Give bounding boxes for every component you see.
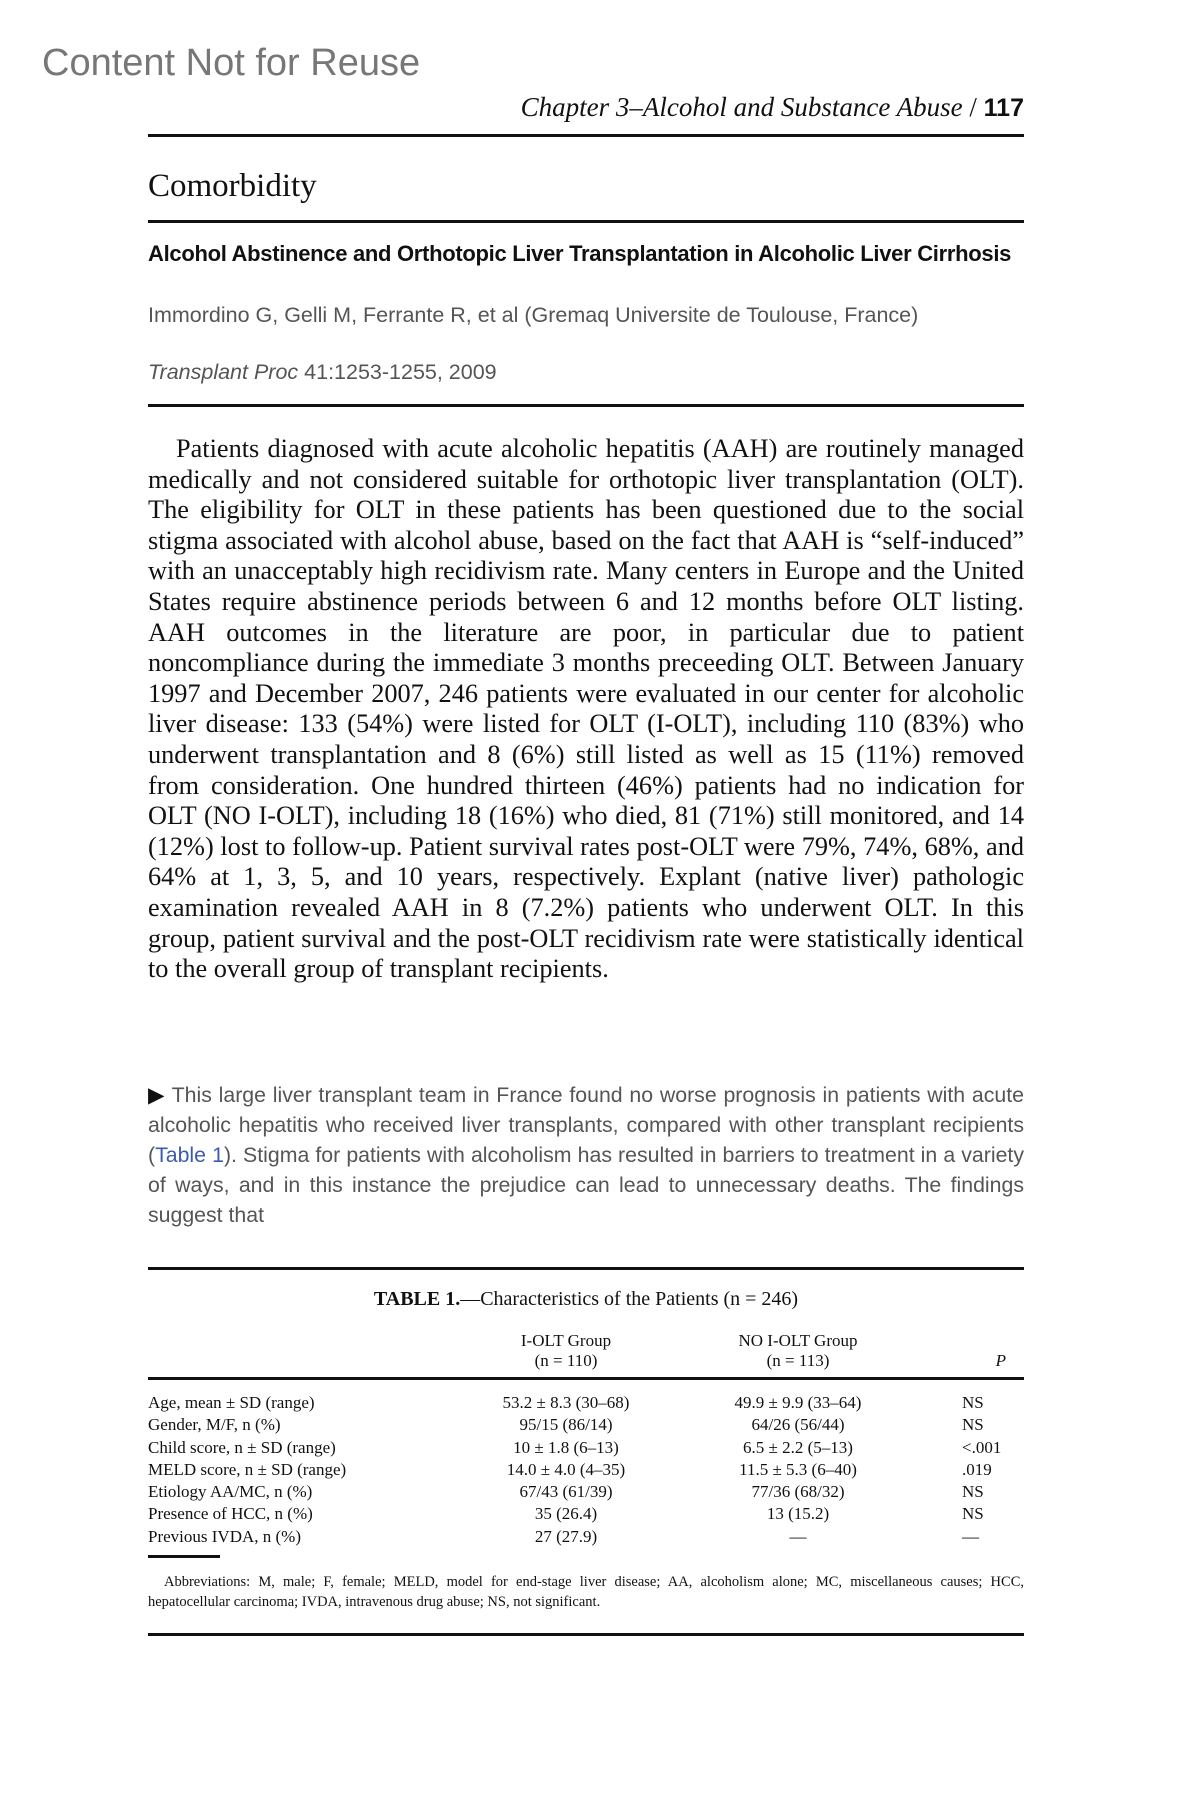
editor-comment: [148, 1080, 1024, 1230]
no-iolt-value: 13 (15.2): [766, 1504, 830, 1524]
column-header-no-iolt: NO I-OLT Group (n = 113): [738, 1331, 858, 1370]
table-top-rule: [148, 1267, 1024, 1270]
no-iolt-value: —: [789, 1526, 807, 1546]
comment-text-cont: ). Stigma for patients with alcoholism has resulted in barriers to treatment in a variety of ways, and in this instance the prejudice can lead to unnecessary deaths. The findings suggest that: [148, 1143, 1024, 1227]
divider: [148, 134, 1024, 137]
iolt-value: 14.0 ± 4.0 (4–35): [506, 1459, 626, 1479]
iolt-value: 10 ± 1.8 (6–13): [513, 1437, 619, 1457]
iolt-value: 27 (27.9): [534, 1526, 598, 1546]
page-number: 117: [983, 94, 1024, 122]
table-row: [148, 1414, 1024, 1436]
table-row: [148, 1481, 1024, 1503]
table-row: [148, 1503, 1024, 1525]
table-bottom-rule: [148, 1633, 1024, 1636]
comment-text: This large liver transplant team in France found no worse prognosis in patients with acute alcoholic hepatitis who received liver transplants, compared with other transplant recipients (: [148, 1083, 1024, 1167]
row-label: Child score, n ± SD (range): [148, 1437, 336, 1457]
iolt-value: 35 (26.4): [534, 1504, 598, 1524]
triangle-bullet-icon: ▶: [148, 1083, 166, 1107]
divider: [148, 220, 1024, 223]
section-title: Comorbidity: [148, 168, 317, 204]
p-value: NS: [962, 1504, 984, 1524]
table-title: [148, 1288, 1024, 1311]
no-iolt-value: 6.5 ± 2.2 (5–13): [743, 1437, 853, 1457]
patient-characteristics-table: [148, 1330, 1024, 1548]
p-value: NS: [962, 1415, 984, 1435]
no-iolt-value: 11.5 ± 5.3 (6–40): [739, 1459, 857, 1479]
abstract-body: Patients diagnosed with acute alcoholic hepatitis (AAH) are routinely managed medically and not considered suitable for orthotopic liver transplantation (OLT). The eligibility for OLT in these patients has been questioned due to the social stigma associated with alcohol abuse, based on the fact that AAH is “self-induced” with an unacceptably high recidivism rate. Many centers in Europe and the United States require abstinence periods between 6 and 12 months before OLT listing. AAH outcomes in the literature are poor, in particular due to patient noncompliance during the immediate 3 months preceeding OLT. Between January 1997 and December 2007, 246 patients were evaluated in our center for alcoholic liver disease: 133 (54%) were listed for OLT (I-OLT), including 110 (83%) who underwent transplantation and 8 (6%) still listed as well as 15 (11%) removed from consideration. One hundred thirteen (46%) patients had no indication for OLT (NO I-OLT), including 18 (16%) who died, 81 (71%) still monitored, and 14 (12%) lost to follow-up. Patient survival rates post-OLT were 79%, 74%, 68%, and 64% at 1, 3, 5, and 10 years, respectively. Explant (native liver) pathologic examination revealed AAH in 8 (7.2%) patients who underwent OLT. In this group, patient survival and the post-OLT recidivism rate were statistically identical to the overall group of transplant recipients.: [148, 434, 1024, 984]
column-header-p: P: [995, 1351, 1006, 1370]
iolt-value: 53.2 ± 8.3 (30–68): [502, 1393, 630, 1412]
p-value: NS: [962, 1482, 984, 1502]
column-header-iolt: I-OLT Group (n = 110): [520, 1331, 612, 1370]
column-header-label: [148, 1330, 450, 1379]
article-title: Alcohol Abstinence and Orthotopic Liver Transplantation in Alcoholic Liver Cirrhosis: [148, 241, 1012, 266]
table-footnote-rule: [148, 1555, 220, 1558]
iolt-value: 95/15 (86/14): [519, 1415, 613, 1435]
running-head: [521, 92, 1024, 123]
chapter-title: Chapter 3–Alcohol and Substance Abuse: [520, 92, 963, 122]
no-iolt-value: 64/26 (56/44): [751, 1415, 845, 1435]
p-value: .019: [962, 1459, 992, 1479]
row-label: Previous IVDA, n (%): [148, 1526, 301, 1546]
row-label: Etiology AA/MC, n (%): [148, 1482, 313, 1502]
table-row: [148, 1437, 1024, 1459]
p-value: <.001: [962, 1437, 1002, 1457]
watermark: Content Not for Reuse: [42, 42, 421, 84]
row-label: Presence of HCC, n (%): [148, 1504, 313, 1524]
table-caption: —Characteristics of the Patients (n = 246): [460, 1288, 799, 1310]
no-iolt-value: 49.9 ± 9.9 (33–64): [734, 1393, 862, 1412]
table-row: [148, 1379, 1024, 1415]
table-footnote: Abbreviations: M, male; F, female; MELD, model for end-stage liver disease; AA, alcoholism alone; MC, miscellaneous causes; HCC, hepatocellular carcinoma; IVDA, intravenous drug abuse; NS, not significant.: [148, 1574, 1024, 1610]
divider: [148, 404, 1024, 407]
table-1-link[interactable]: Table 1: [155, 1143, 224, 1167]
p-value: NS: [962, 1393, 984, 1412]
journal-name: Transplant Proc: [148, 360, 299, 384]
table-label: TABLE 1.: [373, 1288, 461, 1310]
iolt-value: 67/43 (61/39): [519, 1482, 613, 1502]
no-iolt-value: 77/36 (68/32): [751, 1482, 845, 1502]
row-label: Gender, M/F, n (%): [148, 1415, 281, 1435]
row-label: MELD score, n ± SD (range): [148, 1459, 347, 1479]
citation-details: 41:1253-1255, 2009: [304, 360, 497, 384]
article-citation: [148, 360, 1024, 385]
table-row: [148, 1459, 1024, 1481]
row-label: Age, mean ± SD (range): [148, 1393, 315, 1412]
separator: /: [969, 92, 977, 122]
p-value: —: [962, 1526, 979, 1546]
article-authors: Immordino G, Gelli M, Ferrante R, et al (Gremaq Universite de Toulouse, France): [148, 303, 919, 327]
table-row: [148, 1526, 1024, 1548]
